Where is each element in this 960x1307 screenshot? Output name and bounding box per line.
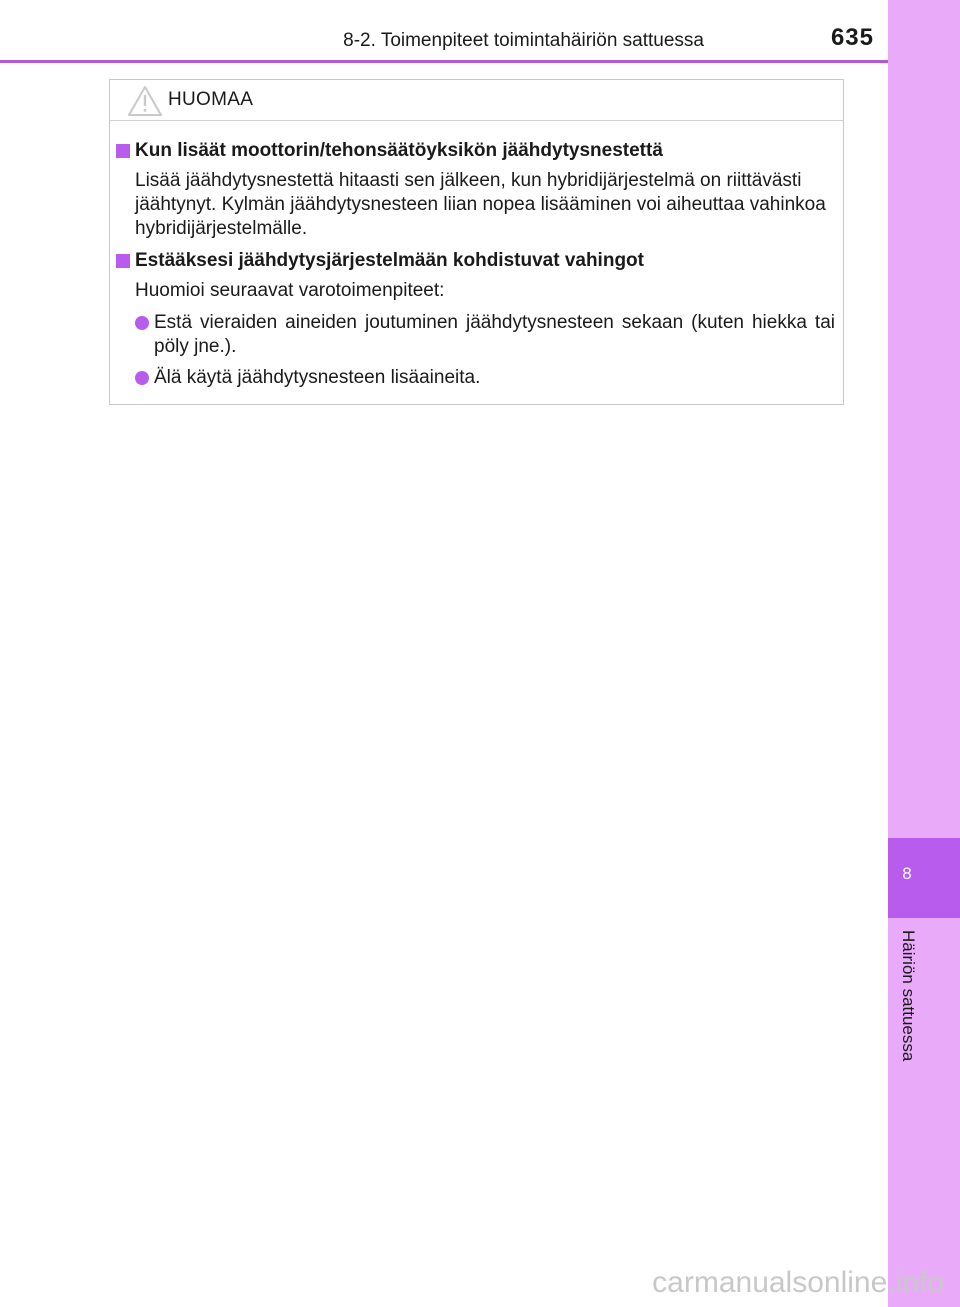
notice-label: HUOMAA xyxy=(168,89,254,110)
watermark: carmanualsonline.info xyxy=(652,1266,944,1299)
page-number: 635 xyxy=(830,24,874,51)
bullet-list xyxy=(116,311,835,390)
item-text: Lisää jäähdytysnestettä hitaasti sen jälkeen, kun hybridijärjestelmä on riittävästi jäähtynyt. Kylmän jäähdytysnesteen liian nopea lisääminen voi aiheuttaa vahinkoa hybridijärjestelmälle. xyxy=(135,170,826,239)
square-bullet-icon xyxy=(116,254,130,268)
square-bullet-icon xyxy=(116,144,130,158)
chapter-tab xyxy=(888,838,960,918)
page-header xyxy=(0,0,888,64)
list-item-text: Estä vieraiden aineiden joutuminen jäähdytysnesteen sekaan (kuten hiekka tai pöly jne.). xyxy=(154,312,835,357)
circle-bullet-icon xyxy=(135,371,149,385)
notice-item xyxy=(116,249,835,390)
circle-bullet-icon xyxy=(135,316,149,330)
chapter-name: Häiriön sattuessa xyxy=(899,930,918,1062)
notice-box xyxy=(109,79,844,405)
item-heading-text: Estääksesi jäähdytysjärjestelmään kohdistuvat vahingot xyxy=(135,250,644,271)
section-title: 8-2. Toimenpiteet toimintahäiriön sattuessa xyxy=(343,30,704,51)
chapter-number: 8 xyxy=(902,864,912,883)
list-item-text: Älä käytä jäähdytysnesteen lisäaineita. xyxy=(154,367,481,388)
item-text: Huomioi seuraavat varotoimenpiteet: xyxy=(135,280,445,301)
item-heading xyxy=(116,139,835,163)
list-item xyxy=(135,366,835,390)
notice-item xyxy=(116,139,835,241)
header-rule xyxy=(0,60,888,63)
item-heading xyxy=(116,249,835,273)
notice-body xyxy=(110,121,843,390)
notice-header xyxy=(110,80,843,121)
chapter-sidebar xyxy=(888,0,960,1307)
list-item xyxy=(135,311,835,359)
warning-icon xyxy=(127,85,163,117)
item-heading-text: Kun lisäät moottorin/tehonsäätöyksikön jäähdytysnestettä xyxy=(135,140,663,161)
